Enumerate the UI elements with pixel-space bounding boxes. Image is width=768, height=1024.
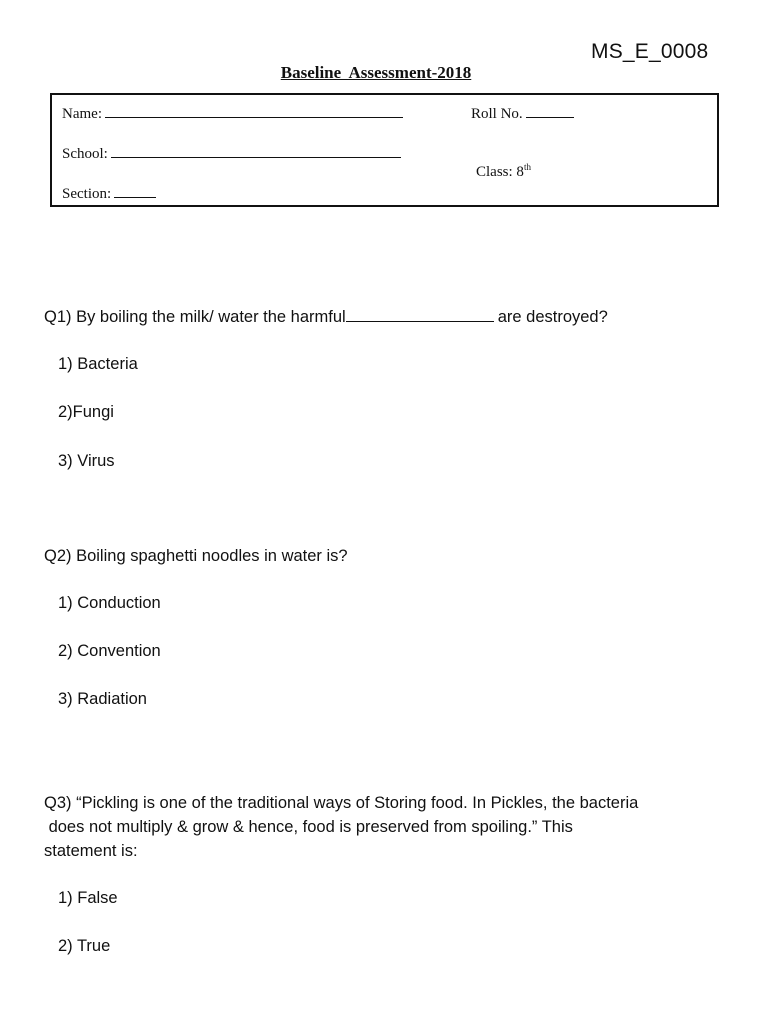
- class-field: [476, 164, 531, 181]
- question-2-option-3[interactable]: 3) Radiation: [58, 690, 147, 708]
- name-label: Name:: [62, 106, 102, 122]
- question-3-line-3: statement is:: [44, 842, 138, 860]
- question-3-option-1[interactable]: 1) False: [58, 889, 118, 907]
- roll-no-blank[interactable]: [526, 103, 574, 118]
- question-2-option-1[interactable]: 1) Conduction: [58, 594, 161, 612]
- question-1-option-2[interactable]: 2)Fungi: [58, 403, 114, 421]
- question-1-text-end: are destroyed?: [497, 308, 608, 326]
- question-2-option-2[interactable]: 2) Convention: [58, 642, 161, 660]
- section-blank[interactable]: [114, 183, 156, 198]
- school-blank[interactable]: [111, 143, 401, 158]
- question-3-line-1: Q3) “Pickling is one of the traditional ways of Storing food. In Pickles, the bacteria: [44, 794, 639, 812]
- question-1: [44, 305, 608, 329]
- document-code: MS_E_0008: [591, 40, 709, 63]
- roll-no-field: [471, 103, 574, 123]
- school-field: [62, 143, 401, 163]
- roll-no-label: Roll No.: [471, 106, 523, 122]
- section-field: [62, 183, 156, 203]
- class-label: Class: 8: [476, 164, 524, 180]
- page-title: Baseline Assessment-2018: [280, 63, 472, 82]
- student-info-box: [50, 93, 719, 207]
- section-label: Section:: [62, 186, 112, 202]
- question-3-option-2[interactable]: 2) True: [58, 937, 111, 955]
- name-blank[interactable]: [105, 103, 403, 118]
- question-1-blank[interactable]: [346, 306, 494, 322]
- question-1-text-start: Q1) By boiling the milk/ water the harmful: [44, 308, 346, 326]
- question-2: Q2) Boiling spaghetti noodles in water is?: [44, 547, 348, 565]
- name-field: [62, 103, 403, 123]
- school-label: School:: [62, 146, 108, 162]
- question-3-line-2: does not multiply & grow & hence, food is preserved from spoiling.” This: [44, 818, 573, 836]
- class-suffix: th: [523, 162, 531, 172]
- question-1-option-3[interactable]: 3) Virus: [58, 452, 115, 470]
- question-1-option-1[interactable]: 1) Bacteria: [58, 355, 138, 373]
